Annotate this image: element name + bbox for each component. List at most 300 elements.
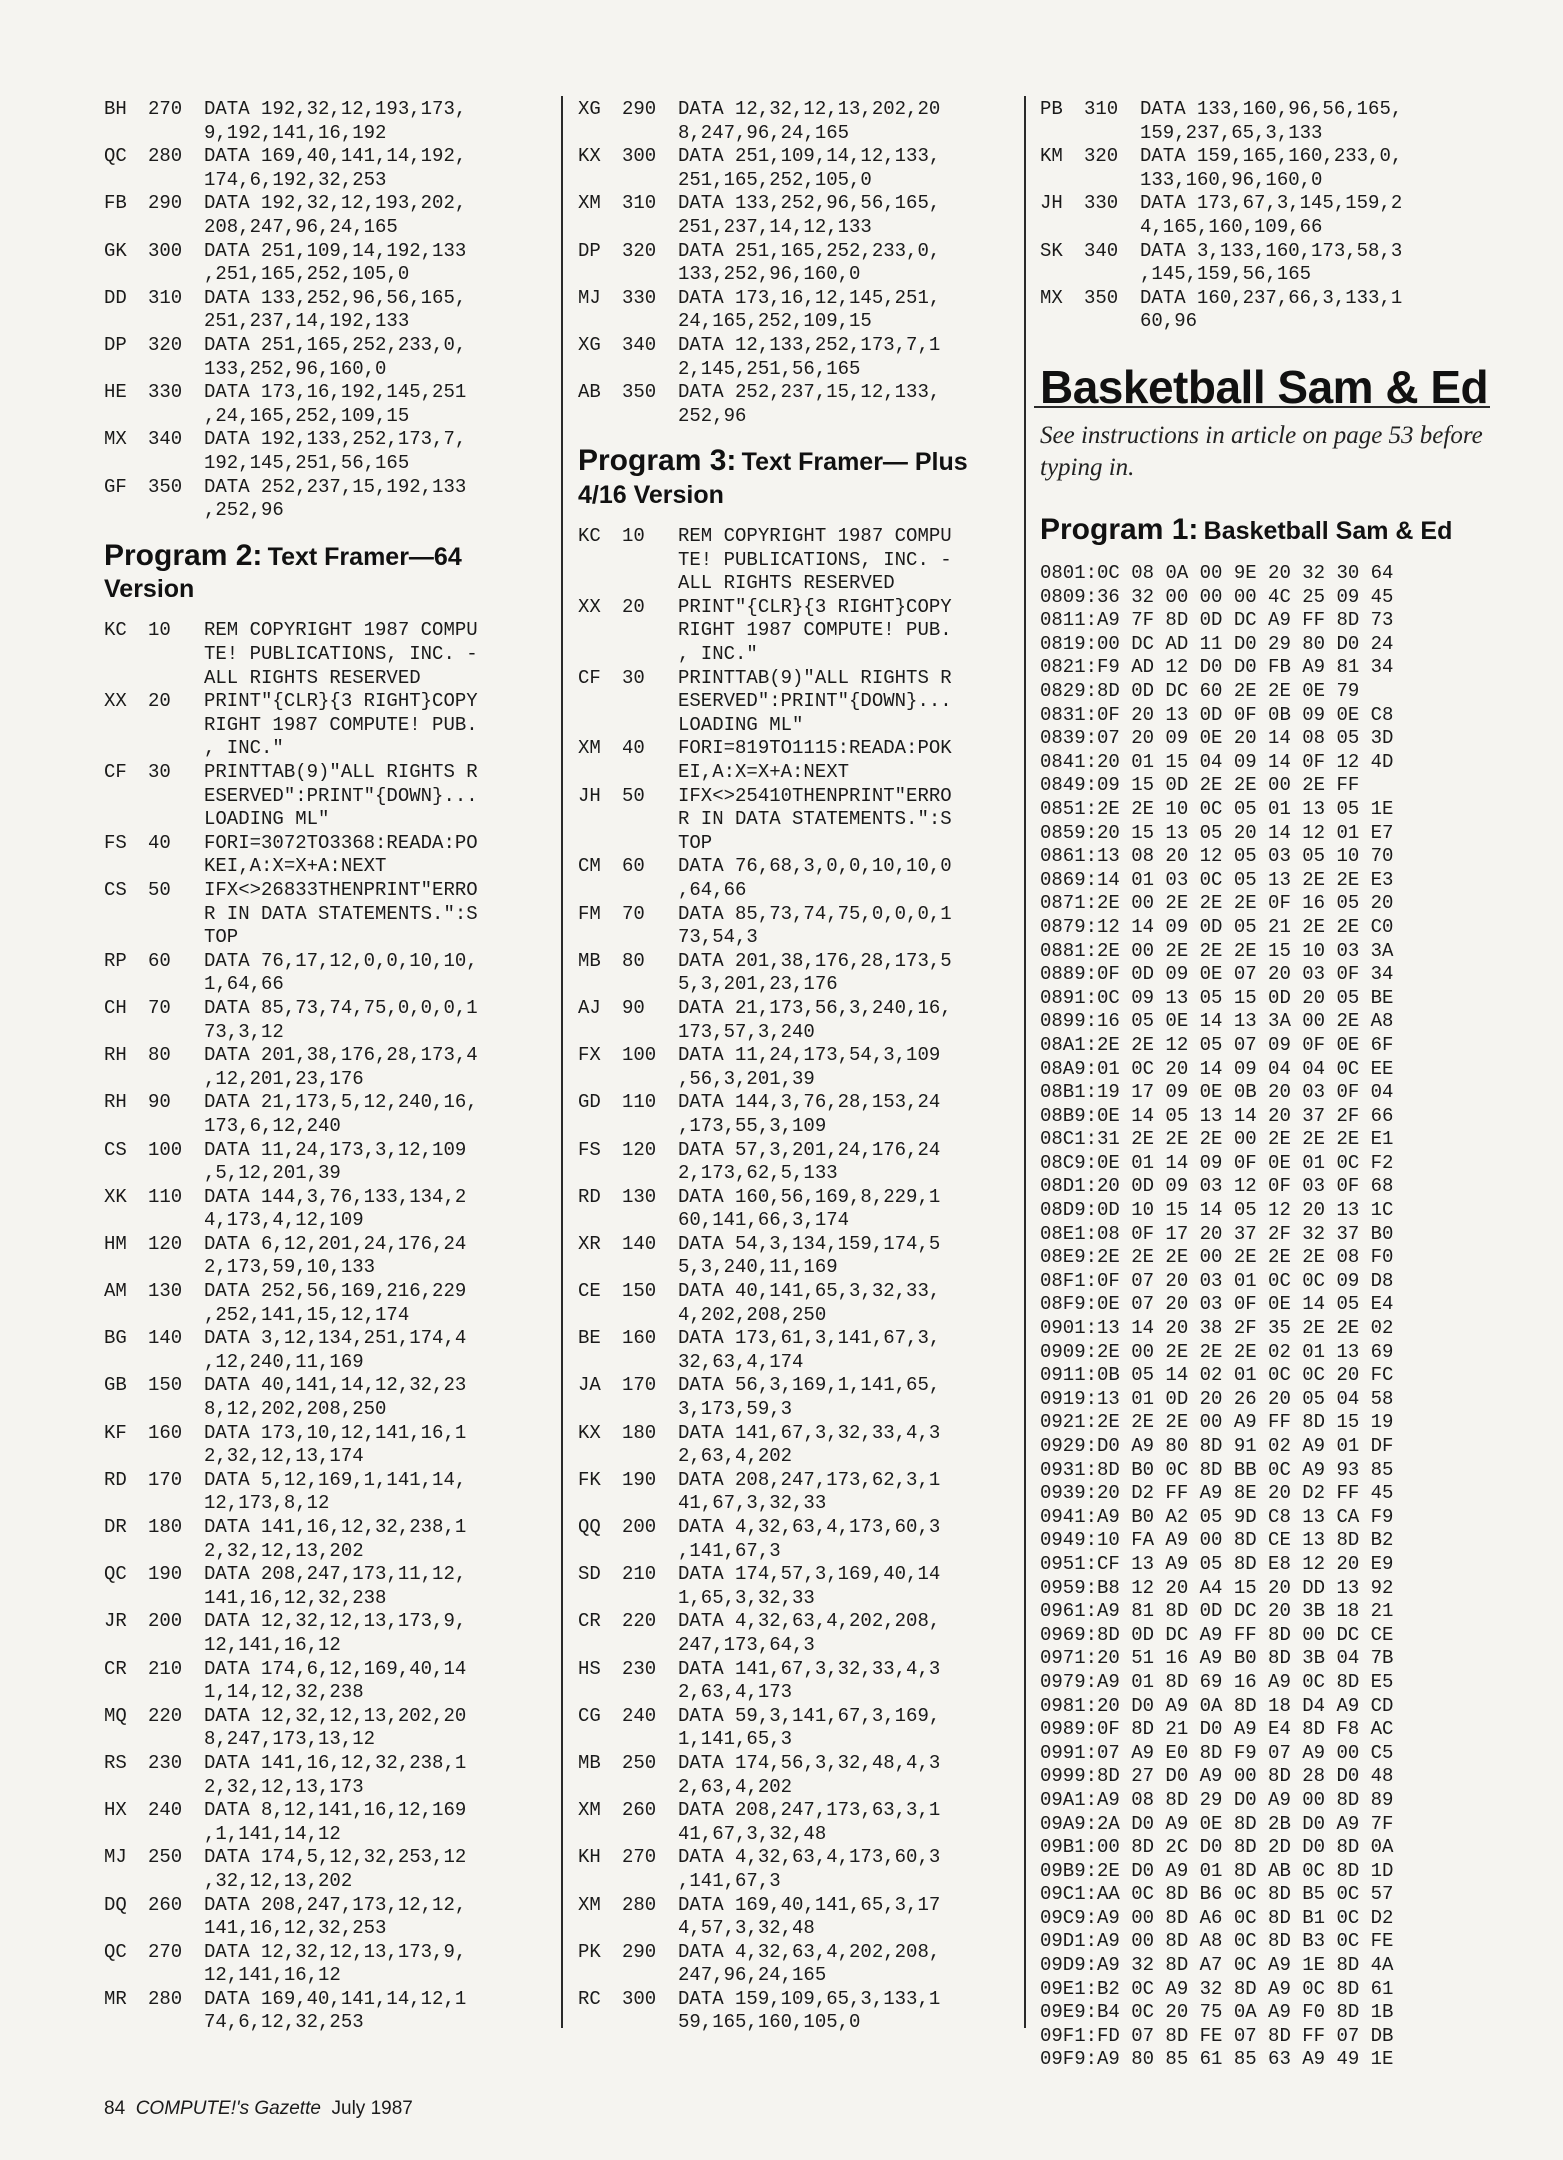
code-text: DATA 5,12,169,1,141,14, (204, 1468, 467, 1491)
checksum-code: PK (578, 1940, 601, 1963)
code-line (578, 1634, 1014, 1658)
line-number: 270 (148, 98, 183, 120)
checksum-code: CG (578, 1704, 601, 1727)
line-number (148, 1823, 204, 1847)
hex-line: 0981:20 D0 A9 0A 8D 18 D4 A9 CD (1040, 1694, 1394, 1717)
checksum-code (104, 405, 148, 429)
line-number: 240 (622, 1704, 657, 1727)
code-text: DATA 169,40,141,65,3,17 (678, 1893, 941, 1916)
code-text: DATA 192,133,252,173,7, (204, 428, 467, 451)
line-number: 10 (622, 525, 645, 548)
line-number (148, 1728, 204, 1752)
line-number (622, 808, 678, 832)
code-text: DATA 11,24,173,54,3,109 (678, 1044, 941, 1067)
line-number: 320 (622, 239, 657, 262)
code-text: 2,32,12,13,173 (204, 1775, 364, 1798)
code-text: ALL RIGHTS RESERVED (678, 572, 895, 595)
code-line (104, 263, 552, 287)
checksum-code (104, 310, 148, 334)
code-text: 192,145,251,56,165 (204, 451, 410, 474)
code-line (104, 761, 552, 785)
code-text: TOP (678, 831, 713, 854)
line-number (622, 714, 678, 738)
checksum-code (578, 1587, 622, 1611)
checksum-code: CS (104, 878, 127, 901)
line-number: 100 (622, 1044, 657, 1067)
line-number (622, 1776, 678, 1800)
line-number: 40 (622, 737, 645, 760)
checksum-code (578, 310, 622, 334)
code-text: DATA 40,141,65,3,32,33, (678, 1280, 941, 1303)
hex-line: 0929:D0 A9 80 8D 91 02 A9 01 DF (1040, 1435, 1394, 1457)
line-number: 190 (148, 1563, 183, 1586)
line-number (148, 499, 204, 523)
code-text: DATA 252,237,15,192,133 (204, 475, 467, 498)
line-number (622, 358, 678, 382)
line-number: 270 (148, 1940, 183, 1963)
line-number (148, 358, 204, 382)
code-line (578, 690, 1014, 714)
program-1-label: Program 1: (1040, 512, 1199, 546)
code-line (104, 192, 552, 216)
code-line (104, 690, 552, 714)
checksum-code: RD (104, 1468, 127, 1491)
checksum-code (104, 1115, 148, 1139)
line-number: 310 (1084, 98, 1119, 120)
line-number: 190 (622, 1468, 657, 1491)
code-line (104, 1280, 552, 1304)
line-number: 50 (622, 784, 645, 807)
checksum-code: MB (578, 1751, 601, 1774)
checksum-code: RH (104, 1091, 127, 1114)
hex-line: 0899:16 05 0E 14 13 3A 00 2E A8 (1040, 1010, 1394, 1033)
code-line (578, 832, 1014, 856)
code-text: R IN DATA STATEMENTS.":S (678, 808, 952, 831)
code-line (578, 1776, 1014, 1800)
code-text: LOADING ML" (678, 713, 804, 736)
line-number (622, 1964, 678, 1988)
code-line (104, 667, 552, 691)
checksum-code (1040, 122, 1084, 146)
code-line (104, 1021, 552, 1045)
checksum-code (578, 405, 622, 429)
code-line (1040, 98, 1490, 122)
code-text: DATA 252,56,169,216,229 (204, 1280, 467, 1303)
hex-line: 0991:07 A9 E0 8D F9 07 A9 00 C5 (1040, 1741, 1394, 1764)
code-line (104, 287, 552, 311)
checksum-code (104, 926, 148, 950)
hex-line: 08A1:2E 2E 12 05 07 09 0F 0E 6F (1040, 1033, 1394, 1056)
code-text: DATA 141,67,3,32,33,4,3 (678, 1421, 941, 1444)
code-text: 12,173,8,12 (204, 1492, 330, 1515)
code-line (1040, 287, 1490, 311)
checksum-code: KM (1040, 145, 1063, 168)
hex-line: 08D9:0D 10 15 14 05 12 20 13 1C (1040, 1199, 1394, 1222)
code-text: 251,165,252,105,0 (678, 168, 872, 191)
checksum-code (578, 1492, 622, 1516)
line-number: 90 (148, 1091, 171, 1114)
line-number (1084, 122, 1140, 146)
code-text: DATA 141,67,3,32,33,4,3 (678, 1657, 941, 1680)
code-line (578, 903, 1014, 927)
checksum-code: FB (104, 192, 127, 215)
code-line (578, 1445, 1014, 1469)
code-text: IFX<>26833THENPRINT"ERRO (204, 878, 478, 901)
line-number (622, 1209, 678, 1233)
checksum-code (104, 216, 148, 240)
code-text: 141,16,12,32,253 (204, 1917, 387, 1940)
code-line (578, 1327, 1014, 1351)
code-text: 133,252,96,160,0 (204, 357, 387, 380)
line-number: 110 (148, 1185, 183, 1208)
code-line (578, 926, 1014, 950)
checksum-code (578, 1870, 622, 1894)
line-number: 230 (148, 1751, 183, 1774)
code-text: DATA 208,247,173,63,3,1 (678, 1799, 941, 1822)
line-number (622, 1870, 678, 1894)
checksum-code: RH (104, 1044, 127, 1067)
line-number: 350 (1084, 286, 1119, 309)
code-text: RIGHT 1987 COMPUTE! PUB. (204, 713, 478, 736)
checksum-code (578, 263, 622, 287)
hex-line: 09B1:00 8D 2C D0 8D 2D D0 8D 0A (1040, 1836, 1394, 1859)
code-line (104, 1823, 552, 1847)
line-number: 90 (622, 996, 645, 1019)
program-listing-continued (104, 98, 552, 523)
code-text: 41,67,3,32,33 (678, 1492, 827, 1515)
hex-line: 0979:A9 01 8D 69 16 A9 0C 8D E5 (1040, 1670, 1394, 1693)
code-text: DATA 251,109,14,12,133, (678, 145, 941, 168)
checksum-code (578, 1351, 622, 1375)
code-text: ,64,66 (678, 878, 747, 901)
checksum-code: DD (104, 286, 127, 309)
code-line (104, 855, 552, 879)
checksum-code (578, 926, 622, 950)
line-number (148, 855, 204, 879)
code-text: DATA 133,252,96,56,165, (204, 286, 467, 309)
code-text: , INC." (204, 737, 284, 760)
program-3-heading (578, 442, 1014, 511)
code-line (104, 169, 552, 193)
code-text: DATA 4,32,63,4,173,60,3 (678, 1846, 941, 1869)
code-line (578, 1988, 1014, 2012)
column-2 (578, 98, 1014, 2035)
checksum-code: DR (104, 1516, 127, 1538)
checksum-code (578, 1728, 622, 1752)
code-text: 2,63,4,202 (678, 1445, 793, 1468)
code-text: DATA 12,32,12,13,202,20 (204, 1704, 467, 1727)
code-line (104, 1634, 552, 1658)
code-line (104, 1610, 552, 1634)
code-text: 8,247,96,24,165 (678, 121, 850, 144)
line-number: 270 (622, 1846, 657, 1869)
line-number (148, 1021, 204, 1045)
code-line (104, 1492, 552, 1516)
line-number: 10 (148, 619, 171, 642)
line-number (622, 572, 678, 596)
code-text: DATA 12,133,252,173,7,1 (678, 333, 941, 356)
line-number (622, 1398, 678, 1422)
code-line (104, 1044, 552, 1068)
code-line (1040, 169, 1490, 193)
hex-line: 0879:12 14 09 0D 05 21 2E 2E C0 (1040, 915, 1394, 938)
line-number (148, 808, 204, 832)
checksum-code: CM (578, 855, 601, 878)
line-number: 150 (622, 1280, 657, 1303)
code-line (104, 926, 552, 950)
line-number: 290 (622, 98, 657, 120)
code-text: KEI,A:X=X+A:NEXT (204, 855, 387, 878)
code-text: TE! PUBLICATIONS, INC. - (204, 643, 478, 666)
code-line (578, 1280, 1014, 1304)
hex-line: 09E1:B2 0C A9 32 8D A9 0C 8D 61 (1040, 1977, 1394, 2000)
line-number (622, 1634, 678, 1658)
code-text: 133,252,96,160,0 (678, 263, 861, 286)
code-line (578, 1941, 1014, 1965)
code-line (578, 855, 1014, 879)
code-text: DATA 4,32,63,4,173,60,3 (678, 1516, 941, 1538)
checksum-code: XM (578, 1799, 601, 1822)
code-text: 4,57,3,32,48 (678, 1917, 815, 1940)
line-number (1084, 263, 1140, 287)
checksum-code (578, 973, 622, 997)
program-listing-continued (578, 98, 1014, 428)
checksum-code (104, 1870, 148, 1894)
checksum-code (104, 452, 148, 476)
hex-line: 0961:A9 81 8D 0D DC 20 3B 18 21 (1040, 1600, 1394, 1623)
hex-line: 0839:07 20 09 0E 20 14 08 05 3D (1040, 727, 1394, 750)
code-text: DATA 141,16,12,32,238,1 (204, 1516, 467, 1538)
code-text: DATA 76,68,3,0,0,10,10,0 (678, 855, 952, 878)
code-text: DATA 252,237,15,12,133, (678, 381, 941, 404)
code-line (578, 334, 1014, 358)
checksum-code: MR (104, 1987, 127, 2010)
code-line (578, 310, 1014, 334)
checksum-code (104, 714, 148, 738)
code-line (578, 973, 1014, 997)
checksum-code (104, 737, 148, 761)
code-line (104, 1705, 552, 1729)
checksum-code: XX (578, 595, 601, 618)
code-line (104, 737, 552, 761)
code-line (1040, 263, 1490, 287)
line-number (148, 1964, 204, 1988)
line-number: 170 (148, 1468, 183, 1491)
line-number (622, 1540, 678, 1564)
checksum-code: BG (104, 1327, 127, 1350)
code-text: ESERVED":PRINT"{DOWN}... (678, 690, 952, 713)
checksum-code: JH (1040, 192, 1063, 215)
hex-line: 08E9:2E 2E 2E 00 2E 2E 2E 08 F0 (1040, 1246, 1394, 1269)
code-text: REM COPYRIGHT 1987 COMPU (204, 619, 478, 642)
checksum-code: DP (104, 333, 127, 356)
checksum-code: CH (104, 996, 127, 1019)
line-number: 290 (622, 1940, 657, 1963)
line-number: 280 (148, 1987, 183, 2010)
code-line (578, 1610, 1014, 1634)
checksum-code (578, 1209, 622, 1233)
checksum-code: CF (578, 666, 601, 689)
code-text: PRINTTAB(9)"ALL RIGHTS R (678, 666, 952, 689)
code-text: DATA 3,12,134,251,174,4 (204, 1327, 467, 1350)
code-text: DATA 173,10,12,141,16,1 (204, 1421, 467, 1444)
checksum-code (104, 499, 148, 523)
code-line (104, 358, 552, 382)
code-line (578, 1422, 1014, 1446)
line-number (148, 1209, 204, 1233)
line-number: 200 (148, 1610, 183, 1633)
hex-line: 0901:13 14 20 38 2F 35 2E 2E 02 (1040, 1317, 1394, 1340)
hex-line: 09A9:2A D0 A9 0E 8D 2B D0 A9 7F (1040, 1812, 1394, 1835)
code-line (578, 1917, 1014, 1941)
code-text: DATA 21,173,5,12,240,16, (204, 1091, 478, 1114)
code-line (578, 1752, 1014, 1776)
code-line (1040, 145, 1490, 169)
line-number: 300 (622, 145, 657, 168)
code-line (104, 714, 552, 738)
code-line (578, 714, 1014, 738)
checksum-code: FK (578, 1468, 601, 1491)
checksum-code (578, 1304, 622, 1328)
checksum-code (578, 2011, 622, 2035)
code-line (104, 1304, 552, 1328)
checksum-code: FS (104, 831, 127, 854)
code-line (578, 358, 1014, 382)
code-line (578, 1115, 1014, 1139)
checksum-code (578, 832, 622, 856)
line-number: 350 (622, 381, 657, 404)
line-number (148, 1492, 204, 1516)
code-text: DATA 159,165,160,233,0, (1140, 145, 1403, 168)
checksum-code: XG (578, 98, 601, 120)
code-line (104, 122, 552, 146)
code-text: DATA 54,3,134,159,174,5 (678, 1232, 941, 1255)
checksum-code: JA (578, 1374, 601, 1397)
code-line (578, 287, 1014, 311)
line-number (148, 926, 204, 950)
code-text: 73,3,12 (204, 1020, 284, 1043)
code-line (578, 1728, 1014, 1752)
line-number: 310 (148, 286, 183, 309)
checksum-code (578, 358, 622, 382)
line-number: 180 (148, 1516, 183, 1538)
code-text: DATA 12,32,12,13,202,20 (678, 98, 941, 120)
code-text: 2,173,62,5,133 (678, 1162, 838, 1185)
line-number (148, 169, 204, 193)
code-line (104, 1540, 552, 1564)
checksum-code: AJ (578, 996, 601, 1019)
column-rule-right (1024, 96, 1026, 2028)
checksum-code (104, 1068, 148, 1092)
checksum-code: BH (104, 98, 127, 120)
code-line (578, 1162, 1014, 1186)
code-line (104, 879, 552, 903)
code-line (578, 1563, 1014, 1587)
code-line (104, 405, 552, 429)
checksum-code: CF (104, 761, 127, 783)
line-number (148, 1917, 204, 1941)
code-text: 2,63,4,173 (678, 1681, 793, 1704)
code-text: DATA 192,32,12,193,202, (204, 192, 467, 215)
hex-line: 0951:CF 13 A9 05 8D E8 12 20 E9 (1040, 1552, 1394, 1575)
line-number (622, 2011, 678, 2035)
checksum-code: KC (578, 525, 601, 548)
line-number: 120 (148, 1232, 183, 1255)
code-line (578, 169, 1014, 193)
code-line (104, 619, 552, 643)
checksum-code: RC (578, 1987, 601, 2010)
line-number (622, 973, 678, 997)
code-text: TE! PUBLICATIONS, INC. - (678, 548, 952, 571)
line-number: 160 (148, 1421, 183, 1444)
checksum-code: HM (104, 1232, 127, 1255)
checksum-code (104, 1681, 148, 1705)
code-text: ,24,165,252,109,15 (204, 404, 410, 427)
code-line (578, 785, 1014, 809)
line-number: 170 (622, 1374, 657, 1397)
code-line (104, 1658, 552, 1682)
hex-listing (1040, 562, 1490, 2072)
checksum-code (578, 1964, 622, 1988)
hex-line: 0849:09 15 0D 2E 2E 00 2E FF (1040, 774, 1360, 797)
code-line (578, 1091, 1014, 1115)
code-line (578, 1587, 1014, 1611)
magazine-name: COMPUTE!'s Gazette (135, 2098, 321, 2119)
program-3-label: Program 3: (578, 444, 737, 478)
checksum-code (104, 263, 148, 287)
hex-line: 0941:A9 B0 A2 05 9D C8 13 CA F9 (1040, 1505, 1394, 1528)
line-number (622, 832, 678, 856)
code-line (104, 452, 552, 476)
line-number: 330 (148, 381, 183, 404)
code-line (578, 1870, 1014, 1894)
checksum-code (104, 1304, 148, 1328)
line-number (622, 1681, 678, 1705)
line-number: 210 (622, 1563, 657, 1586)
checksum-code (578, 690, 622, 714)
code-line (578, 1894, 1014, 1918)
checksum-code: KC (104, 619, 127, 642)
code-line (104, 1988, 552, 2012)
checksum-code: KX (578, 145, 601, 168)
code-line (104, 1870, 552, 1894)
line-number: 310 (622, 192, 657, 215)
checksum-code: QC (104, 1563, 127, 1586)
code-text: DATA 21,173,56,3,240,16, (678, 996, 952, 1019)
code-line (578, 1209, 1014, 1233)
checksum-code (578, 879, 622, 903)
code-line (104, 1563, 552, 1587)
column-rule-left (561, 96, 563, 2028)
checksum-code: XM (578, 192, 601, 215)
code-text: DATA 85,73,74,75,0,0,0,1 (678, 902, 952, 925)
code-text: IFX<>25410THENPRINT"ERRO (678, 784, 952, 807)
code-text: ,141,67,3 (678, 1869, 781, 1892)
typing-instructions: See instructions in article on page 53 before typing in. (1040, 421, 1483, 482)
line-number: 160 (622, 1327, 657, 1350)
code-line (104, 1374, 552, 1398)
code-line (578, 1516, 1014, 1540)
checksum-code: PB (1040, 98, 1063, 120)
line-number: 350 (148, 475, 183, 498)
line-number (622, 643, 678, 667)
checksum-code (104, 1162, 148, 1186)
code-text: PRINT"{CLR}{3 RIGHT}COPY (204, 690, 478, 713)
line-number (148, 452, 204, 476)
checksum-code (104, 973, 148, 997)
code-text: PRINT"{CLR}{3 RIGHT}COPY (678, 595, 952, 618)
line-number: 280 (622, 1893, 657, 1916)
